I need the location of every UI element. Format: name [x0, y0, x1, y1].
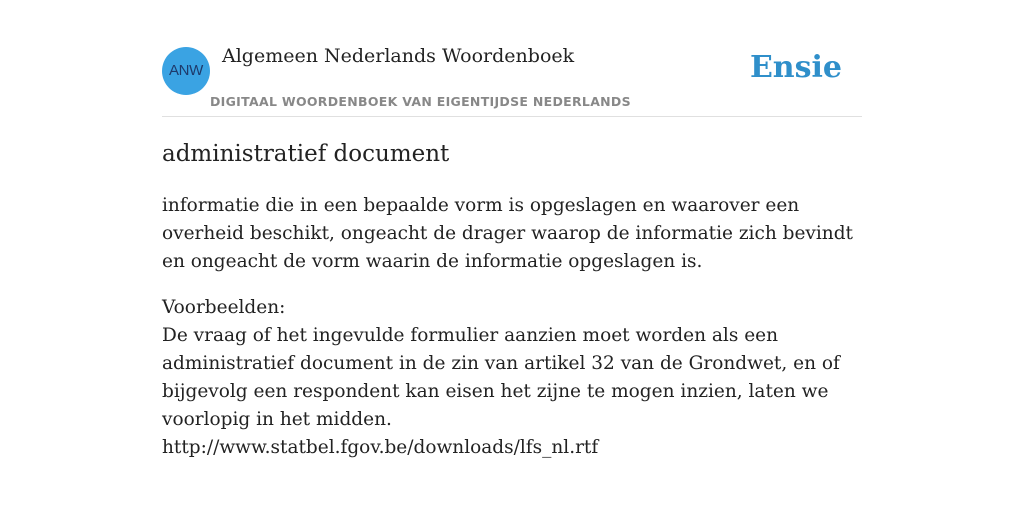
- site-subtitle: DIGITAAL WOORDENBOEK VAN EIGENTIJDSE NEDERLANDS: [210, 94, 631, 109]
- entry-definition: informatie die in een bepaalde vorm is opgeslagen en waarover een overheid beschikt, ongeacht de drager waarop de informatie zich bevindt en ongeacht de vorm waarin de informatie opgeslagen is.: [162, 195, 853, 272]
- examples-label: Voorbeelden:: [162, 297, 286, 318]
- header: [162, 0, 862, 117]
- example-text: De vraag of het ingevulde formulier aanzien moet worden als een administratief document in de zin van artikel 32 van de Grondwet, en of bijgevolg een respondent kan eisen het zijne te mogen inzien, laten we voorlopig in het midden.: [162, 325, 840, 430]
- ensie-brand-logo[interactable]: Ensie: [749, 50, 842, 85]
- entry-content: [162, 138, 862, 462]
- entry-term: administratief document: [162, 141, 450, 167]
- example-source: http://www.statbel.fgov.be/downloads/lfs_nl.rtf: [162, 437, 599, 458]
- examples-block: [162, 294, 862, 462]
- anw-logo-icon[interactable]: ANW: [162, 47, 210, 95]
- site-title[interactable]: Algemeen Nederlands Woordenboek: [222, 45, 575, 67]
